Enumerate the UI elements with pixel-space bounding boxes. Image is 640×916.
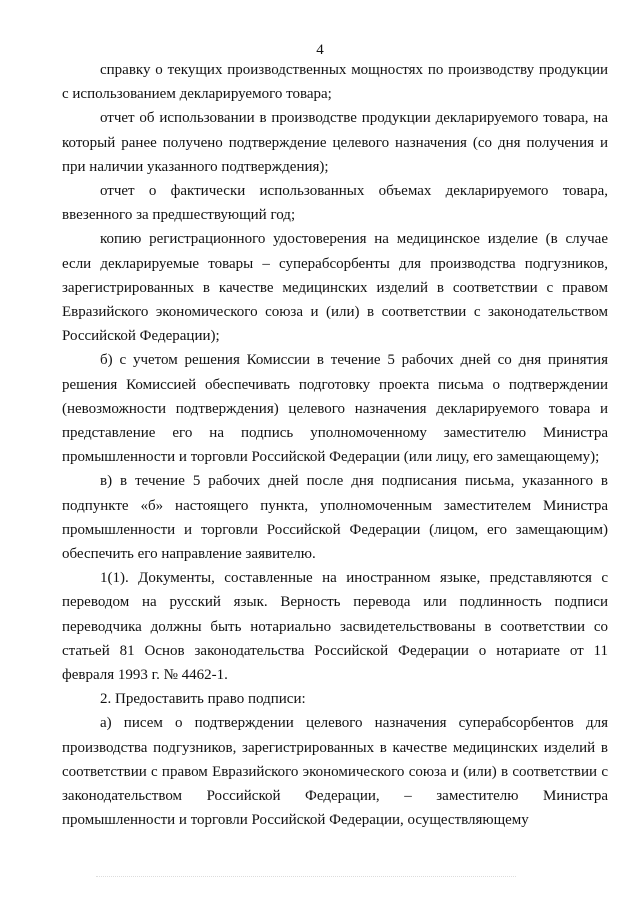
paragraph: отчет об использовании в производстве продукции декларируемого товара, на который ранее получено подтверждение целевого назначения (со дня получения и при наличии указанного подтверждения); bbox=[62, 110, 608, 175]
paragraph: отчет о фактически использованных объемах декларируемого товара, ввезенного за предшествующий год; bbox=[62, 183, 608, 224]
paragraph: б) с учетом решения Комиссии в течение 5 рабочих дней со дня принятия решения Комиссией обеспечивать подготовку проекта письма о подтверждении (невозможности подтверждения) целевого назначения декларируемого товара и представление его на подпись уполномоченному заместителю Министра промышленности и торговли Российской Федерации (или лицу, его замещающему); bbox=[62, 352, 608, 466]
document-body bbox=[62, 58, 608, 833]
paragraph: 1(1). Документы, составленные на иностранном языке, представляются с переводом на русский язык. Верность перевода или подлинность подписи переводчика должны быть нотариально засвидетельствованы в соответствии со статьей 81 Основ законодательства Российской Федерации о нотариате от 11 февраля 1993 г. № 4462-1. bbox=[62, 570, 608, 684]
paragraph: копию регистрационного удостоверения на медицинское изделие (в случае если декларируемые товары – суперабсорбенты для производства подгузников, зарегистрированных в качестве медицинских изделий в соответствии с правом Евразийского экономического союза и (или) в соответствии с законодательством Российской Федерации); bbox=[62, 231, 608, 345]
page-number: 4 bbox=[316, 42, 324, 58]
paragraph: а) писем о подтверждении целевого назначения суперабсорбентов для производства подгузников, зарегистрированных в качестве медицинских изделий в соответствии с правом Евразийского экономического союза и (или) в соответствии с законодательством Российской Федерации, – заместителю Министра промышленности и торговли Российской Федерации, осуществляющему bbox=[62, 715, 608, 829]
scan-artifact bbox=[96, 876, 516, 877]
paragraph: 2. Предоставить право подписи: bbox=[100, 691, 306, 708]
paragraph: в) в течение 5 рабочих дней после дня подписания письма, указанного в подпункте «б» настоящего пункта, уполномоченным заместителем Министра промышленности и торговли Российской Федерации (лицом, его замещающим) обеспечить его направление заявителю. bbox=[62, 473, 608, 563]
paragraph: справку о текущих производственных мощностях по производству продукции с использованием декларируемого товара; bbox=[62, 62, 608, 103]
